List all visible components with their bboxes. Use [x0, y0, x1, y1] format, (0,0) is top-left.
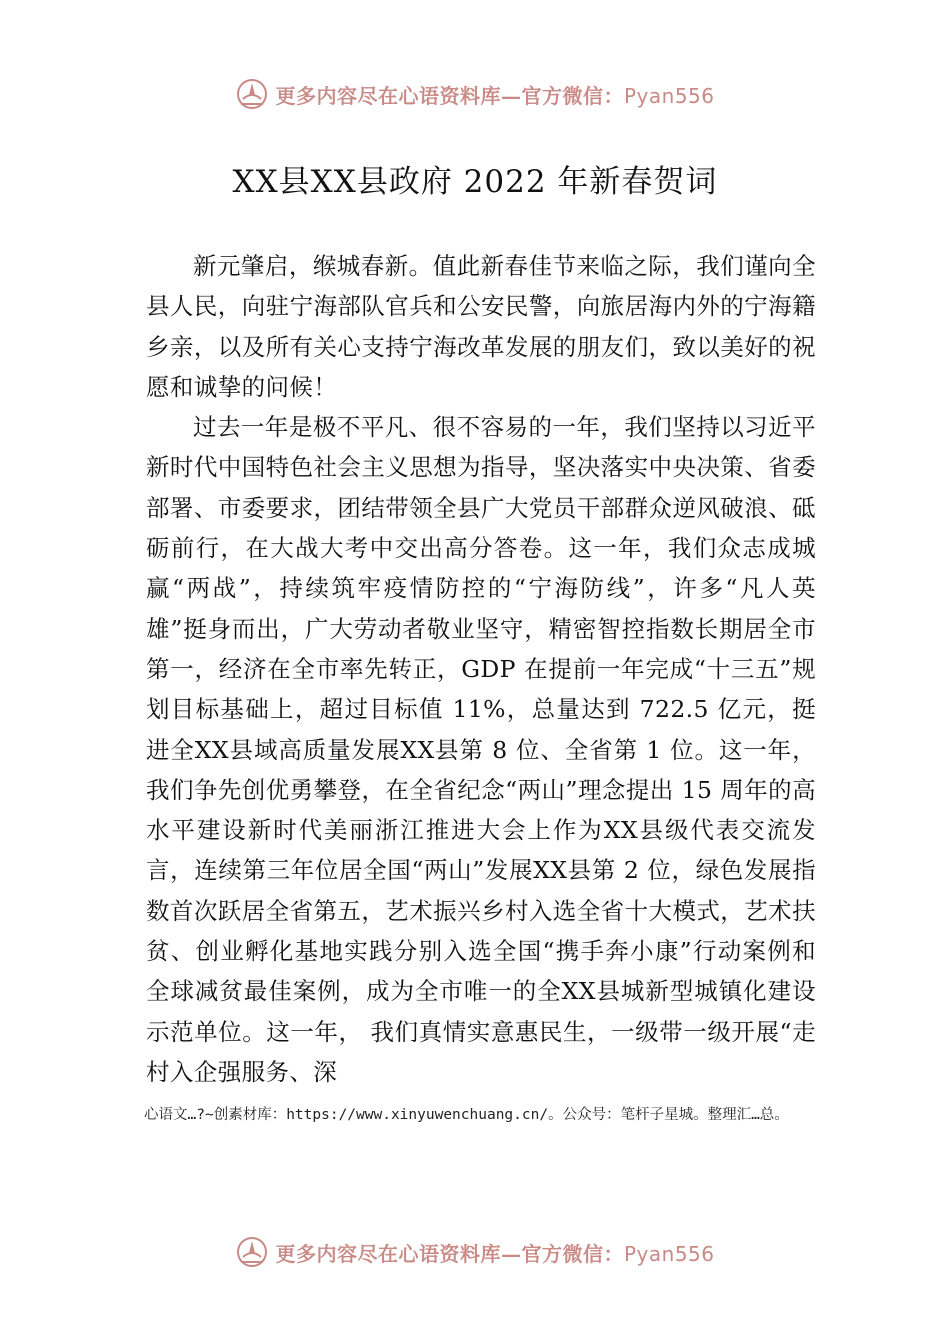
document-body	[146, 246, 816, 1092]
footer-watermark-wechat: Pyan556	[623, 1241, 715, 1266]
header-watermark-text	[275, 80, 714, 109]
footer-watermark-text	[275, 1238, 714, 1267]
header-watermark-main: 更多内容尽在心语资料库—官方微信：	[275, 83, 624, 108]
header-watermark-banner	[0, 74, 950, 114]
book-quill-logo-icon	[235, 77, 269, 111]
paragraph-2: 过去一年是极不平凡、很不容易的一年，我们坚持以习近平新时代中国特色社会主义思想为指导，坚决落实中央决策、省委部署、市委要求，团结带领全县广大党员干部群众逆风破浪、砥砺前行，在大战大考中交出高分答卷。这一年，我们众志成城赢“两战”，持续筑牢疫情防控的“宁海防线”，许多“凡人英雄”挺身而出，广大劳动者敬业坚守，精密智控指数长期居全市第一，经济在全市率先转正，GDP 在提前一年完成“十三五”规划目标基础上，超过目标值 11%，总量达到 722.5 亿元，挺进全XX县域高质量发展XX县第 8 位、全省第 1 位。这一年，我们争先创优勇攀登，在全省纪念“两山”理念提出 15 周年的高水平建设新时代美丽浙江推进大会上作为XX县级代表交流发言，连续第三年位居全国“两山”发展XX县第 2 位，绿色发展指数首次跃居全省第五，艺术振兴乡村入选全省十大模式，艺术扶贫、创业孵化基地实践分别入选全国“携手奔小康”行动案例和全球减贫最佳案例，成为全市唯一的全XX县城新型城镇化建设示范单位。这一年， 我们真情实意惠民生，一级带一级开展“走村入企强服务、深	[146, 413, 816, 1086]
book-quill-logo-icon	[235, 1235, 269, 1269]
paragraph-1: 新元肇启，缑城春新。值此新春佳节来临之际，我们谨向全县人民，向驻宁海部队官兵和公安民警，向旅居海内外的宁海籍乡亲，以及所有关心支持宁海改革发展的朋友们，致以美好的祝愿和诚挚的问候！	[146, 252, 816, 401]
document-title: XX县XX县政府 2022 年新春贺词	[232, 164, 718, 200]
header-watermark-wechat: Pyan556	[623, 83, 715, 108]
footer-watermark-main: 更多内容尽在心语资料库—官方微信：	[275, 1241, 624, 1266]
footer-watermark-banner	[0, 1232, 950, 1272]
source-footnote: 心语文…?~创素材库：https://www.xinyuwenchuang.cn/。公众号：笔杆子星城。整理汇…总。	[144, 1107, 789, 1123]
